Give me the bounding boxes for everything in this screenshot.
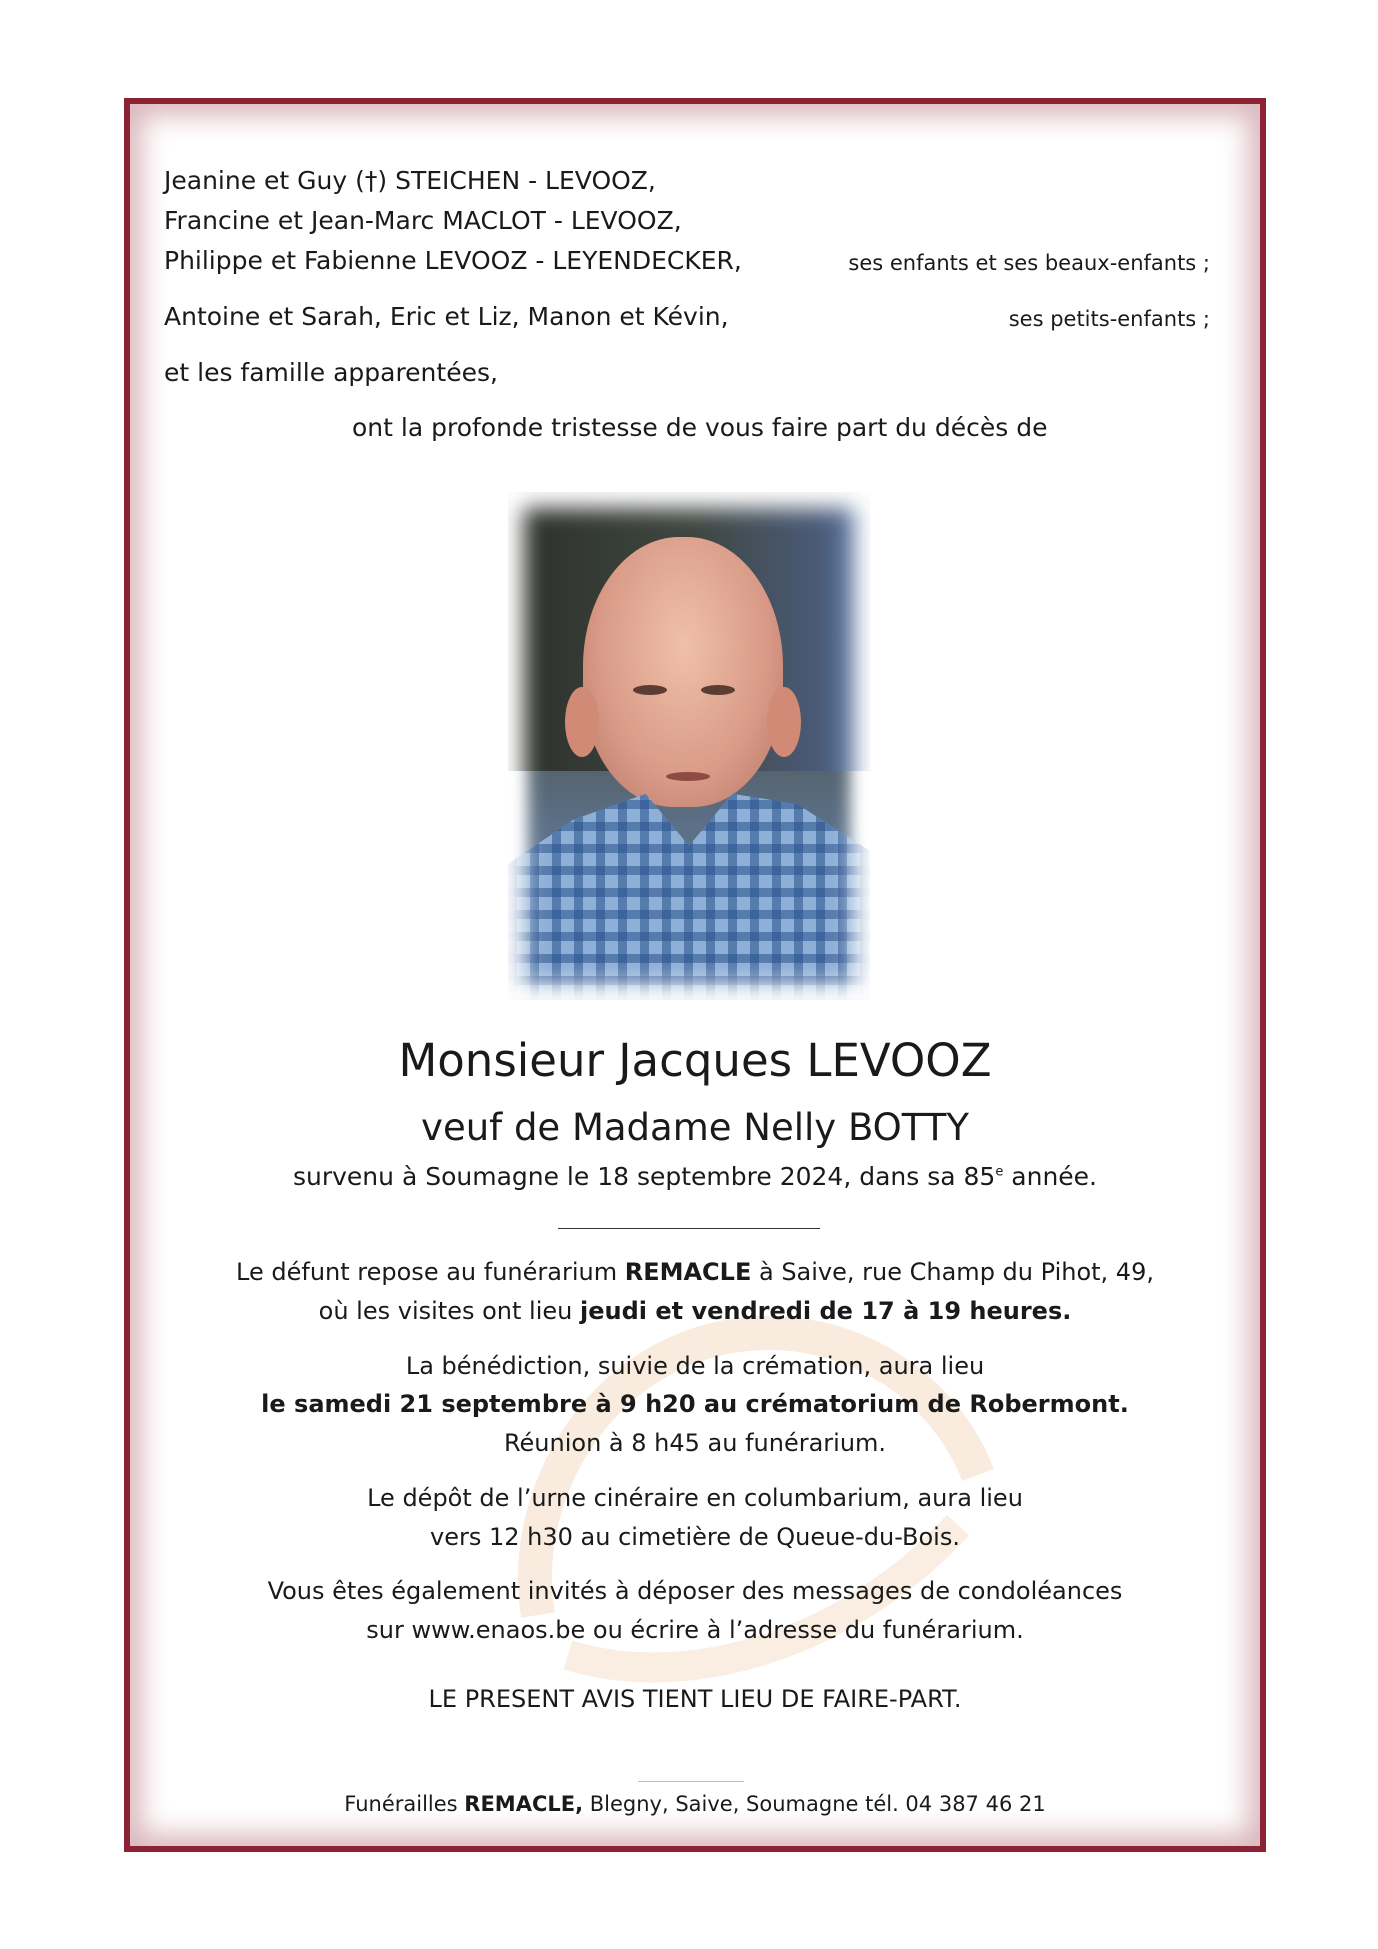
deceased-name: Monsieur Jacques LEVOOZ [398, 1034, 992, 1087]
paragraph-cemetery: vers 12 h30 au cimetière de Queue-du-Bois. [430, 1523, 960, 1551]
paragraph-blessing: La bénédiction, suivie de la crémation, aura lieu [405, 1352, 985, 1380]
family-line-1: Jeanine et Guy (†) STEICHEN - LEVOOZ, [164, 166, 656, 195]
relation-grandchildren: ses petits-enfants ; [1008, 307, 1210, 331]
portrait-photo [508, 492, 870, 1000]
family-line-2: Francine et Jean-Marc MACLOT - LEVOOZ, [164, 206, 682, 235]
paragraph-condolences: Vous êtes également invités à déposer des messages de condoléances [267, 1577, 1123, 1605]
paragraph-visits: où les visites ont lieu jeudi et vendredi de 17 à 19 heures. [318, 1297, 1072, 1325]
footer-separator [638, 1781, 744, 1782]
paragraph-meeting: Réunion à 8 h45 au funérarium. [503, 1429, 887, 1457]
announcement-intro: ont la profonde tristesse de vous faire part du décès de [352, 413, 1048, 442]
relation-children: ses enfants et ses beaux-enfants ; [848, 251, 1210, 275]
paragraph-funerarium: Le défunt repose au funérarium REMACLE à Saive, rue Champ du Pihot, 49, [236, 1258, 1154, 1286]
separator [558, 1228, 820, 1229]
notice-statement: LE PRESENT AVIS TIENT LIEU DE FAIRE-PART. [428, 1685, 962, 1713]
family-line-4: Antoine et Sarah, Eric et Liz, Manon et Kévin, [164, 302, 729, 331]
family-line-5: et les famille apparentées, [164, 358, 498, 387]
family-line-3: Philippe et Fabienne LEVOOZ - LEYENDECKER, [164, 246, 742, 275]
death-details: survenu à Soumagne le 18 septembre 2024, dans sa 85e année. [292, 1162, 1097, 1191]
paragraph-website: sur www.enaos.be ou écrire à l’adresse du funérarium. [366, 1616, 1024, 1644]
footer-funeral-home: Funérailles REMACLE, Blegny, Saive, Soumagne tél. 04 387 46 21 [344, 1792, 1046, 1816]
paragraph-urn: Le dépôt de l’urne cinéraire en columbarium, aura lieu [367, 1484, 1023, 1512]
widower-line: veuf de Madame Nelly BOTTY [421, 1106, 969, 1149]
paragraph-cremation-date: le samedi 21 septembre à 9 h20 au crématorium de Robermont. [261, 1390, 1129, 1418]
